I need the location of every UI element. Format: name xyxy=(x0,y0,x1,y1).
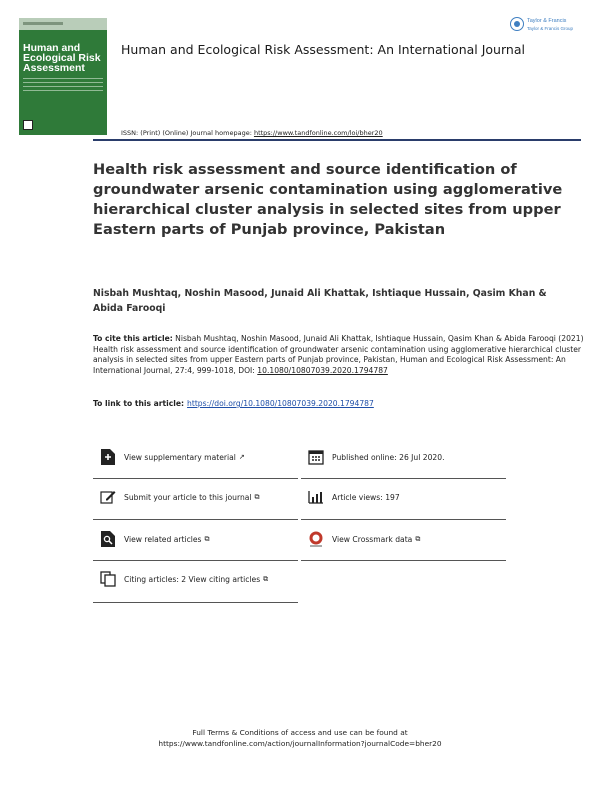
divider xyxy=(93,519,298,520)
supplementary-file-icon xyxy=(100,449,116,465)
external-link-icon: ⧉ xyxy=(415,534,421,543)
article-doi-url[interactable]: https://doi.org/10.1080/10807039.2020.1794787 xyxy=(187,399,374,408)
publisher-group: Taylor & Francis Group xyxy=(527,26,574,31)
journal-title: Human and Ecological Risk Assessment: An International Journal xyxy=(121,42,525,57)
cover-decoration xyxy=(23,78,103,94)
published-label: Published online: 26 Jul 2020. xyxy=(332,452,445,462)
supplementary-material-link[interactable] xyxy=(100,445,245,469)
cover-publisher-mark xyxy=(23,120,33,130)
cover-title: Human and Ecological Risk Assessment xyxy=(23,42,101,74)
external-link-icon: ⧉ xyxy=(254,492,260,501)
divider xyxy=(93,602,298,603)
issn-label: ISSN: (Print) (Online) Journal homepage: xyxy=(121,129,254,137)
cover-band xyxy=(19,18,107,30)
divider xyxy=(93,560,298,561)
footer-terms: Full Terms & Conditions of access and use can be found at xyxy=(192,728,408,737)
footer-url[interactable]: https://www.tandfonline.com/action/journalInformation?journalCode=bher20 xyxy=(158,739,442,748)
crossmark-label: View Crossmark data xyxy=(332,534,413,544)
related-articles-link[interactable] xyxy=(100,527,209,551)
header-rule xyxy=(93,139,581,141)
submit-label: Submit your article to this journal xyxy=(124,492,252,502)
article-title: Health risk assessment and source identification of groundwater arsenic contamination using agglomerative hierarchical cluster analysis in selected sites from upper Eastern parts of Punjab province, Pakistan xyxy=(93,161,563,238)
supplementary-label: View supplementary material xyxy=(124,452,236,462)
publisher-logo xyxy=(510,17,590,37)
edit-icon xyxy=(100,489,116,505)
article-views xyxy=(308,485,400,509)
citation-doi-link[interactable]: 10.1080/10807039.2020.1794787 xyxy=(257,365,388,375)
views-label: Article views: 197 xyxy=(332,492,400,502)
journal-homepage-link[interactable]: https://www.tandfonline.com/loi/bher20 xyxy=(253,129,383,137)
crossmark-link[interactable] xyxy=(308,527,420,551)
article-link-line xyxy=(93,398,588,409)
journal-cover xyxy=(19,18,107,135)
published-online xyxy=(308,445,445,469)
bar-chart-icon xyxy=(308,489,324,505)
calendar-icon xyxy=(308,449,324,465)
footer xyxy=(0,727,600,749)
citation-text: Nisbah Mushtaq, Noshin Masood, Junaid Ali Khattak, Ishtiaque Hussain, Qasim Khan & Abida Farooqi (2021) Health risk assessment and source identification of groundwater arsenic contamination using agglomerative hierarchical cluster analysis in selected sites from upper Eastern parts of Punjab province, Pakistan, Human and Ecological Risk Assessment: An International Journal, 27:4, 999-1018, DOI: xyxy=(93,334,584,375)
arrow-icon: ↗ xyxy=(238,453,245,461)
citation-label: To cite this article: xyxy=(93,334,173,343)
article-authors: Nisbah Mushtaq, Noshin Masood, Junaid Ali Khattak, Ishtiaque Hussain, Qasim Khan & Abida Farooqi xyxy=(93,288,547,314)
link-label: To link to this article: xyxy=(93,399,185,408)
citing-documents-icon xyxy=(100,571,116,587)
divider xyxy=(301,519,506,520)
divider xyxy=(301,560,506,561)
citation-block xyxy=(93,334,588,376)
submit-article-link[interactable] xyxy=(100,485,260,509)
publisher-name: Taylor & Francis xyxy=(527,18,567,24)
divider xyxy=(301,478,506,479)
external-link-icon: ⧉ xyxy=(204,534,210,543)
related-label: View related articles xyxy=(124,534,202,544)
external-link-icon: ⧉ xyxy=(263,574,269,583)
search-document-icon xyxy=(100,531,116,547)
citing-articles-link[interactable] xyxy=(100,567,268,591)
divider xyxy=(93,478,298,479)
citing-label: Citing articles: 2 View citing articles xyxy=(124,574,261,584)
issn-line xyxy=(121,129,383,137)
crossmark-icon xyxy=(308,531,324,547)
publisher-logo-icon xyxy=(510,17,524,31)
